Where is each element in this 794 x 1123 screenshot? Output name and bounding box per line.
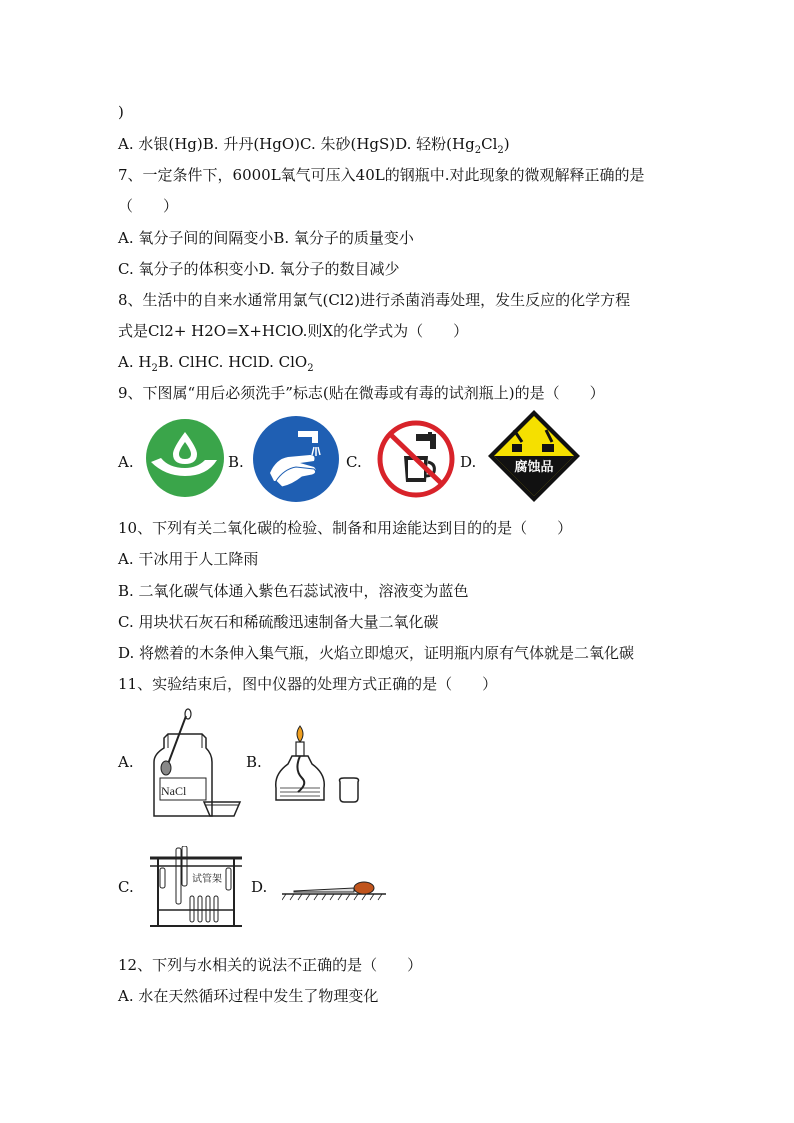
q11-label-a: A. [118,753,134,771]
q6-options: A. 水银(Hg)B. 升丹(HgO)C. 朱砂(HgS)D. 轻粉$(Hg_2Cl_2)$ [118,135,510,156]
q9-label-b: B. [228,453,244,471]
q9-label-d: D. [460,453,477,471]
q11-label-d: D. [251,878,268,896]
q11-stem: 11、实验结束后，图中仪器的处理方式正确的是（ ） [118,675,498,693]
q11-label-c: C. [118,878,134,896]
q8-stem-2: 式是Cl2+ H2O=X+HClO.则X的化学式为（ ） [118,322,469,340]
q10-option-c: C. 用块状石灰石和稀硫酸迅速制备大量二氧化碳 [118,613,439,631]
test-tube-rack-icon [146,846,246,928]
no-drinking-sign-icon [376,418,456,500]
q7-options-cd: C. 氧分子的体积变小D. 氧分子的数目减少 [118,260,400,278]
q8-options: A. $H_2B$. ClHC. HClD. ClO$_2$ [118,353,314,374]
q7-options-ab: A. 氧分子间的间隔变小B. 氧分子的质量变小 [118,229,414,247]
q9-label-c: C. [346,453,362,471]
q10-option-b: B. 二氧化碳气体通入紫色石蕊试液中，溶液变为蓝色 [118,582,469,600]
q10-stem: 10、下列有关二氧化碳的检验、制备和用途能达到目的的是（ ） [118,519,573,537]
q7-stem: 7、一定条件下，6000L氧气可压入40L的钢瓶中.对此现象的微观解释正确的是 [118,166,645,184]
q9-label-a: A. [118,453,134,471]
q8-stem-1: 8、生活中的自来水通常用氯气(Cl2)进行杀菌消毒处理，发生反应的化学方程 [118,291,631,309]
rack-label: 试管架 [192,874,222,885]
q12-option-a: A. 水在天然循环过程中发生了物理变化 [118,987,379,1005]
nacl-label: NaCl [161,784,187,798]
q10-option-d: D. 将燃着的木条伸入集气瓶，火焰立即熄灭，证明瓶内原有气体就是二氧化碳 [118,644,635,662]
q11-label-b: B. [246,753,262,771]
q6-tail: ) [118,103,124,121]
corrosive-sign-icon [486,408,582,504]
q7-paren: （ ） [118,197,179,215]
wash-hands-sign-icon [252,415,340,503]
q10-option-a: A. 干冰用于人工降雨 [118,550,259,568]
q9-stem: 9、下图属“用后必须洗手”标志(贴在微毒或有毒的试剂瓶上)的是（ ） [118,384,605,402]
q12-stem: 12、下列与水相关的说法不正确的是（ ） [118,956,423,974]
water-drop-sign-icon [145,418,225,498]
alcohol-lamp-icon [274,722,364,808]
corrosive-sign-label: 腐蚀品 [514,460,554,475]
reagent-bottle-icon [146,708,246,820]
dropper-icon [282,876,386,906]
